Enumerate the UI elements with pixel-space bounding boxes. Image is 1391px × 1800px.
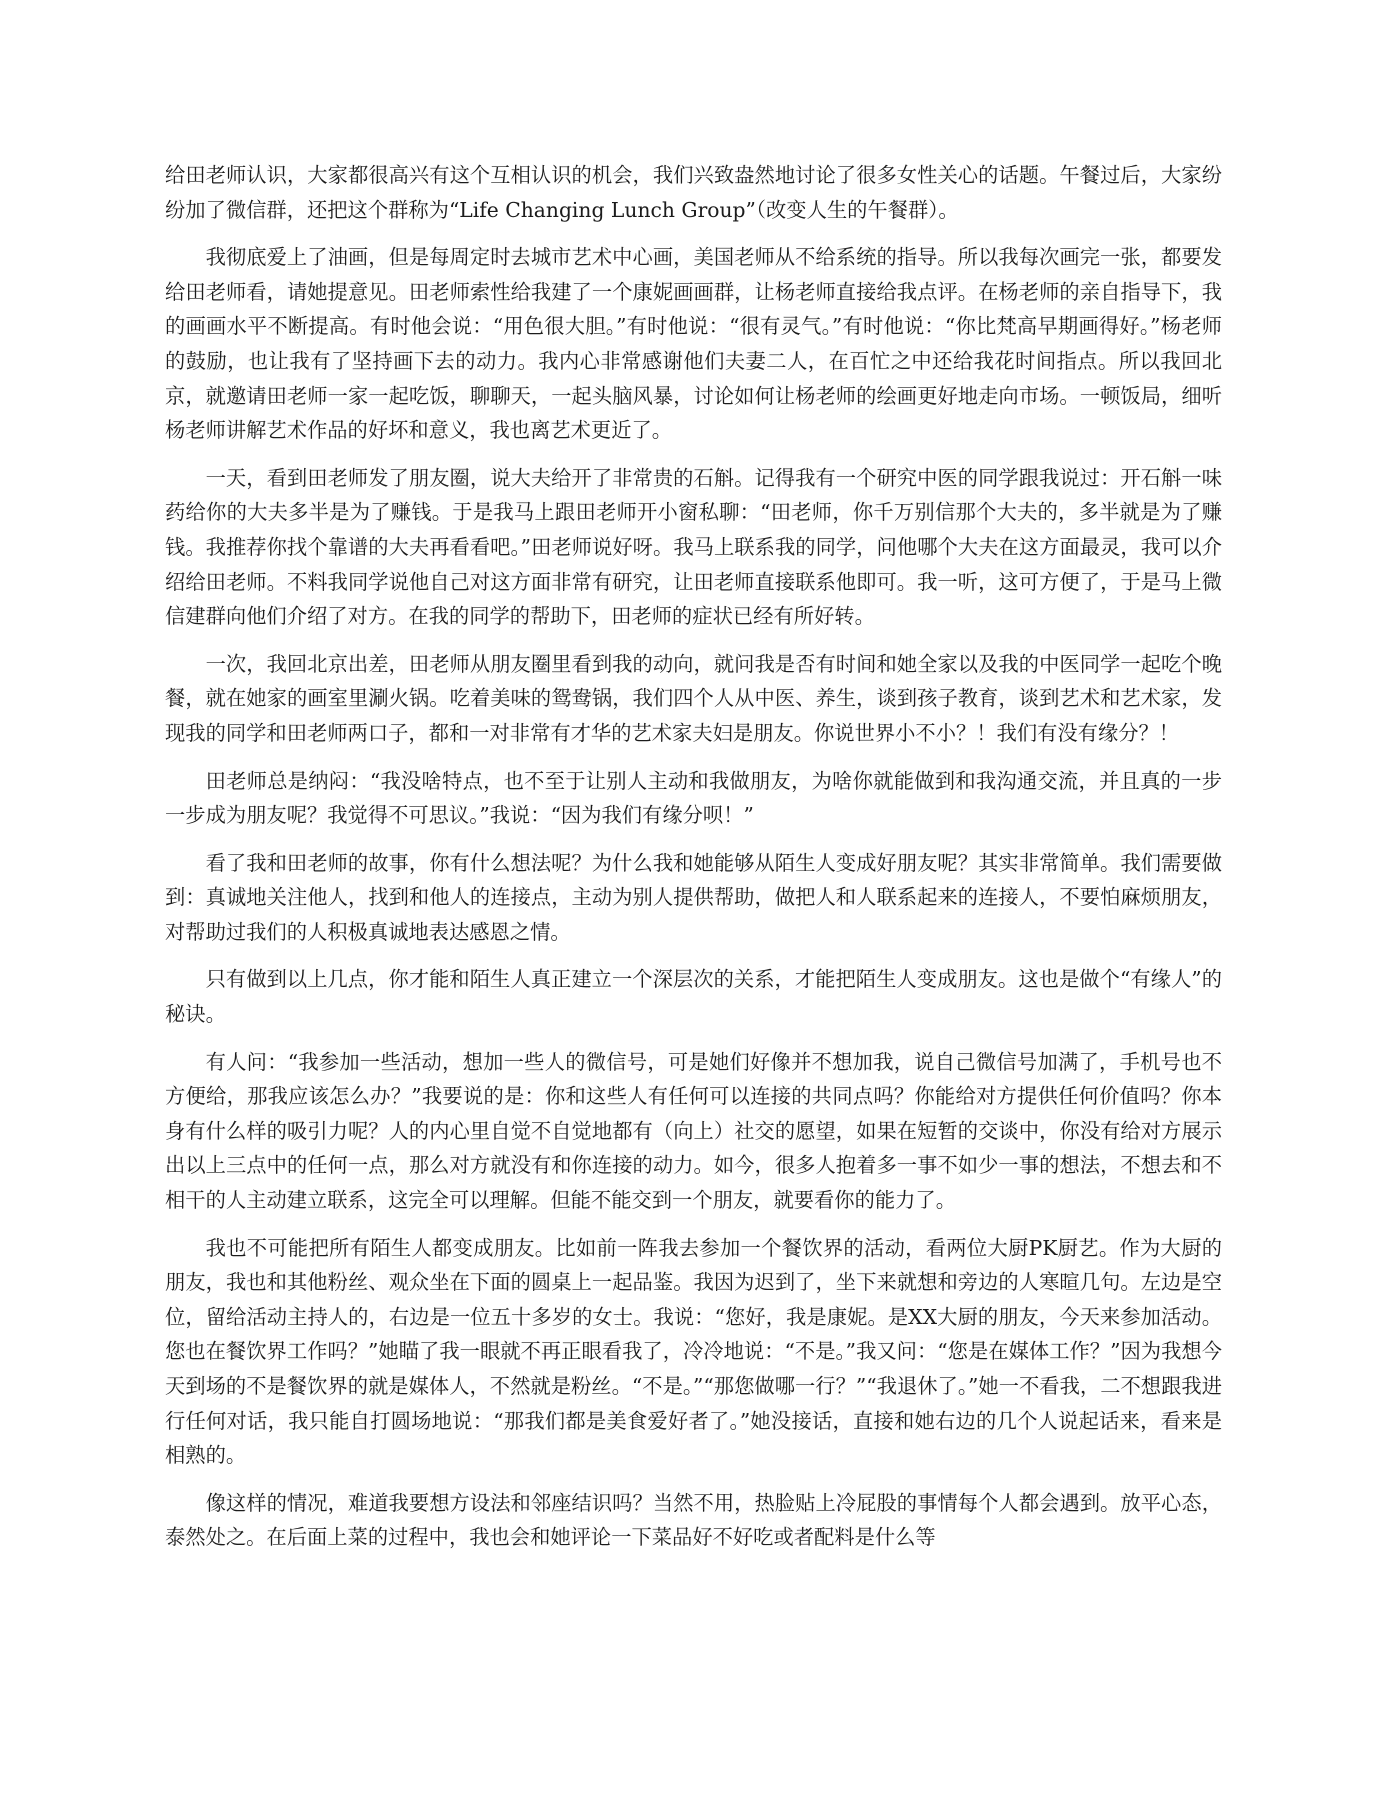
paragraph: 田老师总是纳闷：“我没啥特点，也不至于让别人主动和我做朋友，为啥你就能做到和我沟通交流，并且真的一步一步成为朋友呢？我觉得不可思议。”我说：“因为我们有缘分呗！” (165, 768, 1222, 828)
paragraph: 有人问：“我参加一些活动，想加一些人的微信号，可是她们好像并不想加我，说自己微信号加满了，手机号也不方便给，那我应该怎么办？”我要说的是：你和这些人有任何可以连接的共同点吗？你能给对方提供任何价值吗？你本身有什么样的吸引力呢？人的内心里自觉不自觉地都有（向上）社交的愿望，如果在短暂的交谈中，你没有给对方展示出以上三点中的任何一点，那么对方就没有和你连接的动力。如今，很多人抱着多一事不如少一事的想法，不想去和不相干的人主动建立联系，这完全可以理解。但能不能交到一个朋友，就要看你的能力了。 (165, 1049, 1222, 1213)
paragraph: 只有做到以上几点，你才能和陌生人真正建立一个深层次的关系，才能把陌生人变成朋友。这也是做个“有缘人”的秘诀。 (165, 967, 1222, 1027)
paragraph-continued: 给田老师认识，大家都很高兴有这个互相认识的机会，我们兴致盎然地讨论了很多女性关心的话题。午餐过后，大家纷纷加了微信群，还把这个群称为“Life Changing Lunch Group”（改变人生的午餐群）。 (165, 163, 1222, 222)
paragraph: 像这样的情况，难道我要想方设法和邻座结识吗？当然不用，热脸贴上冷屁股的事情每个人都会遇到。放平心态，泰然处之。在后面上菜的过程中，我也会和她评论一下菜品好不好吃或者配料是什么等 (165, 1490, 1222, 1550)
body-text (165, 158, 1222, 1555)
paragraph: 我也不可能把所有陌生人都变成朋友。比如前一阵我去参加一个餐饮界的活动，看两位大厨PK厨艺。作为大厨的朋友，我也和其他粉丝、观众坐在下面的圆桌上一起品鉴。我因为迟到了，坐下来就想和旁边的人寒暄几句。左边是空位，留给活动主持人的，右边是一位五十多岁的女士。我说：“您好，我是康妮。是XX大厨的朋友，今天来参加活动。您也在餐饮界工作吗？”她瞄了我一眼就不再正眼看我了，冷冷地说：“不是。”我又问：“您是在媒体工作？”因为我想今天到场的不是餐饮界的就是媒体人，不然就是粉丝。“不是。”“那您做哪一行？”“我退休了。”她一不看我，二不想跟我进行任何对话，我只能自打圆场地说：“那我们都是美食爱好者了。”她没接话，直接和她右边的几个人说起话来，看来是相熟的。 (165, 1235, 1222, 1468)
paragraph: 一次，我回北京出差，田老师从朋友圈里看到我的动向，就问我是否有时间和她全家以及我的中医同学一起吃个晚餐，就在她家的画室里涮火锅。吃着美味的鸳鸯锅，我们四个人从中医、养生，谈到孩子教育，谈到艺术和艺术家，发现我的同学和田老师两口子，都和一对非常有才华的艺术家夫妇是朋友。你说世界小不小？！我们有没有缘分？！ (165, 651, 1222, 745)
paragraph: 一天，看到田老师发了朋友圈，说大夫给开了非常贵的石斛。记得我有一个研究中医的同学跟我说过：开石斛一味药给你的大夫多半是为了赚钱。于是我马上跟田老师开小窗私聊：“田老师，你千万别信那个大夫的，多半就是为了赚钱。我推荐你找个靠谱的大夫再看看吧。”田老师说好呀。我马上联系我的同学，问他哪个大夫在这方面最灵，我可以介绍给田老师。不料我同学说他自己对这方面非常有研究，让田老师直接联系他即可。我一听，这可方便了，于是马上微信建群向他们介绍了对方。在我的同学的帮助下，田老师的症状已经有所好转。 (165, 465, 1222, 629)
paragraph: 我彻底爱上了油画，但是每周定时去城市艺术中心画，美国老师从不给系统的指导。所以我每次画完一张，都要发给田老师看，请她提意见。田老师索性给我建了一个康妮画画群，让杨老师直接给我点评。在杨老师的亲自指导下，我的画画水平不断提高。有时他会说：“用色很大胆。”有时他说：“很有灵气。”有时他说：“你比梵高早期画得好。”杨老师的鼓励，也让我有了坚持画下去的动力。我内心非常感谢他们夫妻二人，在百忙之中还给我花时间指点。所以我回北京，就邀请田老师一家一起吃饭，聊聊天，一起头脑风暴，讨论如何让杨老师的绘画更好地走向市场。一顿饭局，细听杨老师讲解艺术作品的好坏和意义，我也离艺术更近了。 (165, 245, 1222, 443)
paragraph: 看了我和田老师的故事，你有什么想法呢？为什么我和她能够从陌生人变成好朋友呢？其实非常简单。我们需要做到：真诚地关注他人，找到和他人的连接点，主动为别人提供帮助，做把人和人联系起来的连接人，不要怕麻烦朋友，对帮助过我们的人积极真诚地表达感恩之情。 (165, 850, 1222, 944)
